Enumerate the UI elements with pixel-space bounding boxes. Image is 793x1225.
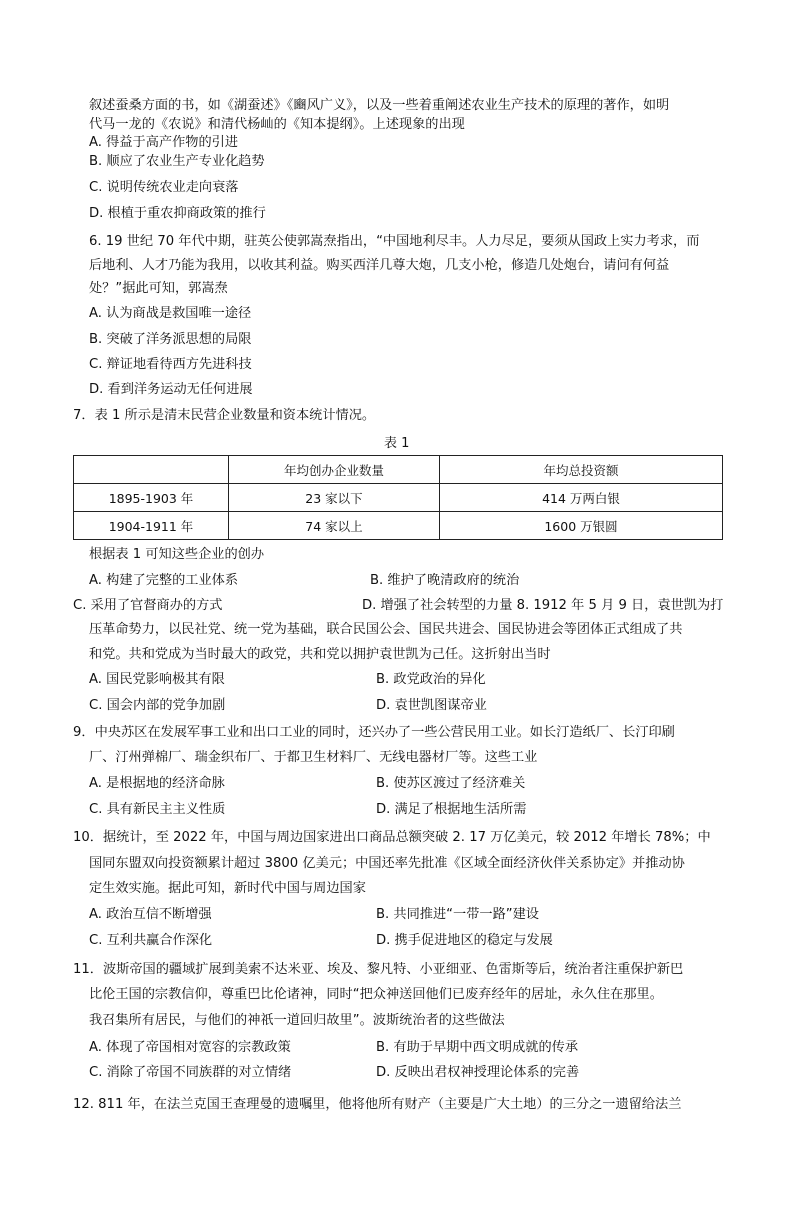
q7-option-d-q8-start: D. 增强了社会转型的力量 8. 1912 年 5 月 9 日，袁世凯为打 [362, 598, 724, 613]
q6-option-a: A. 认为商战是救国唯一途径 [89, 306, 252, 321]
q8-option-c: C. 国会内部的党争加剧 [89, 698, 226, 713]
q11-option-a: A. 体现了帝国相对宽容的宗教政策 [89, 1040, 291, 1055]
q6-stem-line-1: 6. 19 世纪 70 年代中期，驻英公使郭嵩焘指出，“中国地利尽丰。人力尽足，要须从国政上实力考求，而 [89, 234, 700, 249]
table-cell: 1895-1903 年 [74, 484, 229, 512]
table-cell: 74 家以上 [229, 512, 440, 540]
table-row [74, 512, 723, 540]
q9-stem-line-1: 9．中央苏区在发展军事工业和出口工业的同时，还兴办了一些公营民用工业。如长汀造纸厂、长汀印刷 [73, 725, 675, 740]
q10-option-b: B. 共同推进“一带一路”建设 [376, 907, 539, 922]
q11-option-d: D. 反映出君权神授理论体系的完善 [376, 1065, 580, 1080]
q12-stem-line-1: 12. 811 年，在法兰克国王查理曼的遗嘱里，他将他所有财产（主要是广大土地）的三分之一遗留给法兰 [73, 1097, 682, 1112]
q8-option-a: A. 国民党影响极其有限 [89, 672, 225, 687]
q7-option-c: C. 采用了官督商办的方式 [73, 598, 223, 613]
q10-stem-line-3: 定生效实施。据此可知，新时代中国与周边国家 [89, 881, 366, 896]
q7-after-table: 根据表 1 可知这些企业的创办 [89, 547, 265, 562]
q10-option-a: A. 政治互信不断增强 [89, 907, 212, 922]
q6-stem-line-2: 后地利、人才乃能为我用，以收其利益。购买西洋几尊大炮，几支小枪，修造几处炮台，请问有何益 [89, 258, 670, 273]
q5-stem-line-1: 叙述蚕桑方面的书，如《湖蚕述》《豳风广义》，以及一些着重阐述农业生产技术的原理的著作，如明 [89, 98, 670, 113]
q6-option-d: D. 看到洋务运动无任何进展 [89, 382, 253, 397]
q6-option-c: C. 辩证地看待西方先进科技 [89, 357, 252, 372]
table-cell: 414 万两白银 [440, 484, 723, 512]
table-header-cell: 年均总投资额 [440, 456, 723, 484]
q9-option-c: C. 具有新民主主义性质 [89, 802, 226, 817]
q10-stem-line-1: 10．据统计，至 2022 年，中国与周边国家进出口商品总额突破 2. 17 万亿美元，较 2012 年增长 78%；中 [73, 830, 711, 845]
q8-option-b: B. 政党政治的异化 [376, 672, 486, 687]
q7-stem: 7．表 1 所示是清末民营企业数量和资本统计情况。 [73, 408, 376, 423]
q10-option-c: C. 互利共赢合作深化 [89, 933, 213, 948]
table-header-row [74, 456, 723, 484]
table-title: 表 1 [384, 436, 410, 451]
q8-stem-line-2: 压革命势力，以民社党、统一党为基础，联合民国公会、国民共进会、国民协进会等团体正式组成了共 [89, 622, 683, 637]
statistics-table [73, 455, 723, 540]
q9-option-a: A. 是根据地的经济命脉 [89, 776, 225, 791]
q9-option-b: B. 使苏区渡过了经济难关 [376, 776, 526, 791]
q8-option-d: D. 袁世凯图谋帝业 [376, 698, 487, 713]
q10-option-d: D. 携手促进地区的稳定与发展 [376, 933, 553, 948]
q5-stem-line-2: 代马一龙的《农说》和清代杨屾的《知本提纲》。上述现象的出现 [89, 117, 465, 132]
table-cell: 23 家以下 [229, 484, 440, 512]
q5-option-c: C. 说明传统农业走向衰落 [89, 180, 239, 195]
q6-option-b: B. 突破了洋务派思想的局限 [89, 332, 252, 347]
table-header-cell: 年均创办企业数量 [229, 456, 440, 484]
q9-option-d: D. 满足了根据地生活所需 [376, 802, 527, 817]
table-row [74, 484, 723, 512]
table-cell: 1600 万银圆 [440, 512, 723, 540]
q5-option-a: A. 得益于高产作物的引进 [89, 135, 239, 150]
q11-stem-line-2: 比伦王国的宗教信仰，尊重巴比伦诸神，同时“把众神送回他们已废弃经年的居址，永久住在那里。 [89, 987, 663, 1002]
q11-stem-line-1: 11．波斯帝国的疆域扩展到美索不达米亚、埃及、黎凡特、小亚细亚、色雷斯等后，统治者注重保护新巴 [73, 962, 684, 977]
q8-stem-line-3: 和党。共和党成为当时最大的政党，共和党以拥护袁世凯为己任。这折射出当时 [89, 647, 551, 662]
q10-stem-line-2: 国同东盟双向投资额累计超过 3800 亿美元；中国还率先批准《区域全面经济伙伴关系协定》并推动协 [89, 856, 685, 871]
table-header-cell [74, 456, 229, 484]
table-cell: 1904-1911 年 [74, 512, 229, 540]
q5-option-d: D. 根植于重农抑商政策的推行 [89, 206, 266, 221]
q7-option-a: A. 构建了完整的工业体系 [89, 573, 239, 588]
q11-option-c: C. 消除了帝国不同族群的对立情绪 [89, 1065, 292, 1080]
q11-option-b: B. 有助于早期中西文明成就的传承 [376, 1040, 579, 1055]
q6-stem-line-3: 处？”据此可知，郭嵩焘 [89, 281, 228, 296]
q9-stem-line-2: 厂、汀州弹棉厂、瑞金织布厂、于都卫生材料厂、无线电器材厂等。这些工业 [89, 750, 538, 765]
q11-stem-line-3: 我召集所有居民，与他们的神祇一道回归故里”。波斯统治者的这些做法 [89, 1013, 505, 1028]
q7-option-b: B. 维护了晚清政府的统治 [370, 573, 520, 588]
q5-option-b: B. 顺应了农业生产专业化趋势 [89, 154, 265, 169]
